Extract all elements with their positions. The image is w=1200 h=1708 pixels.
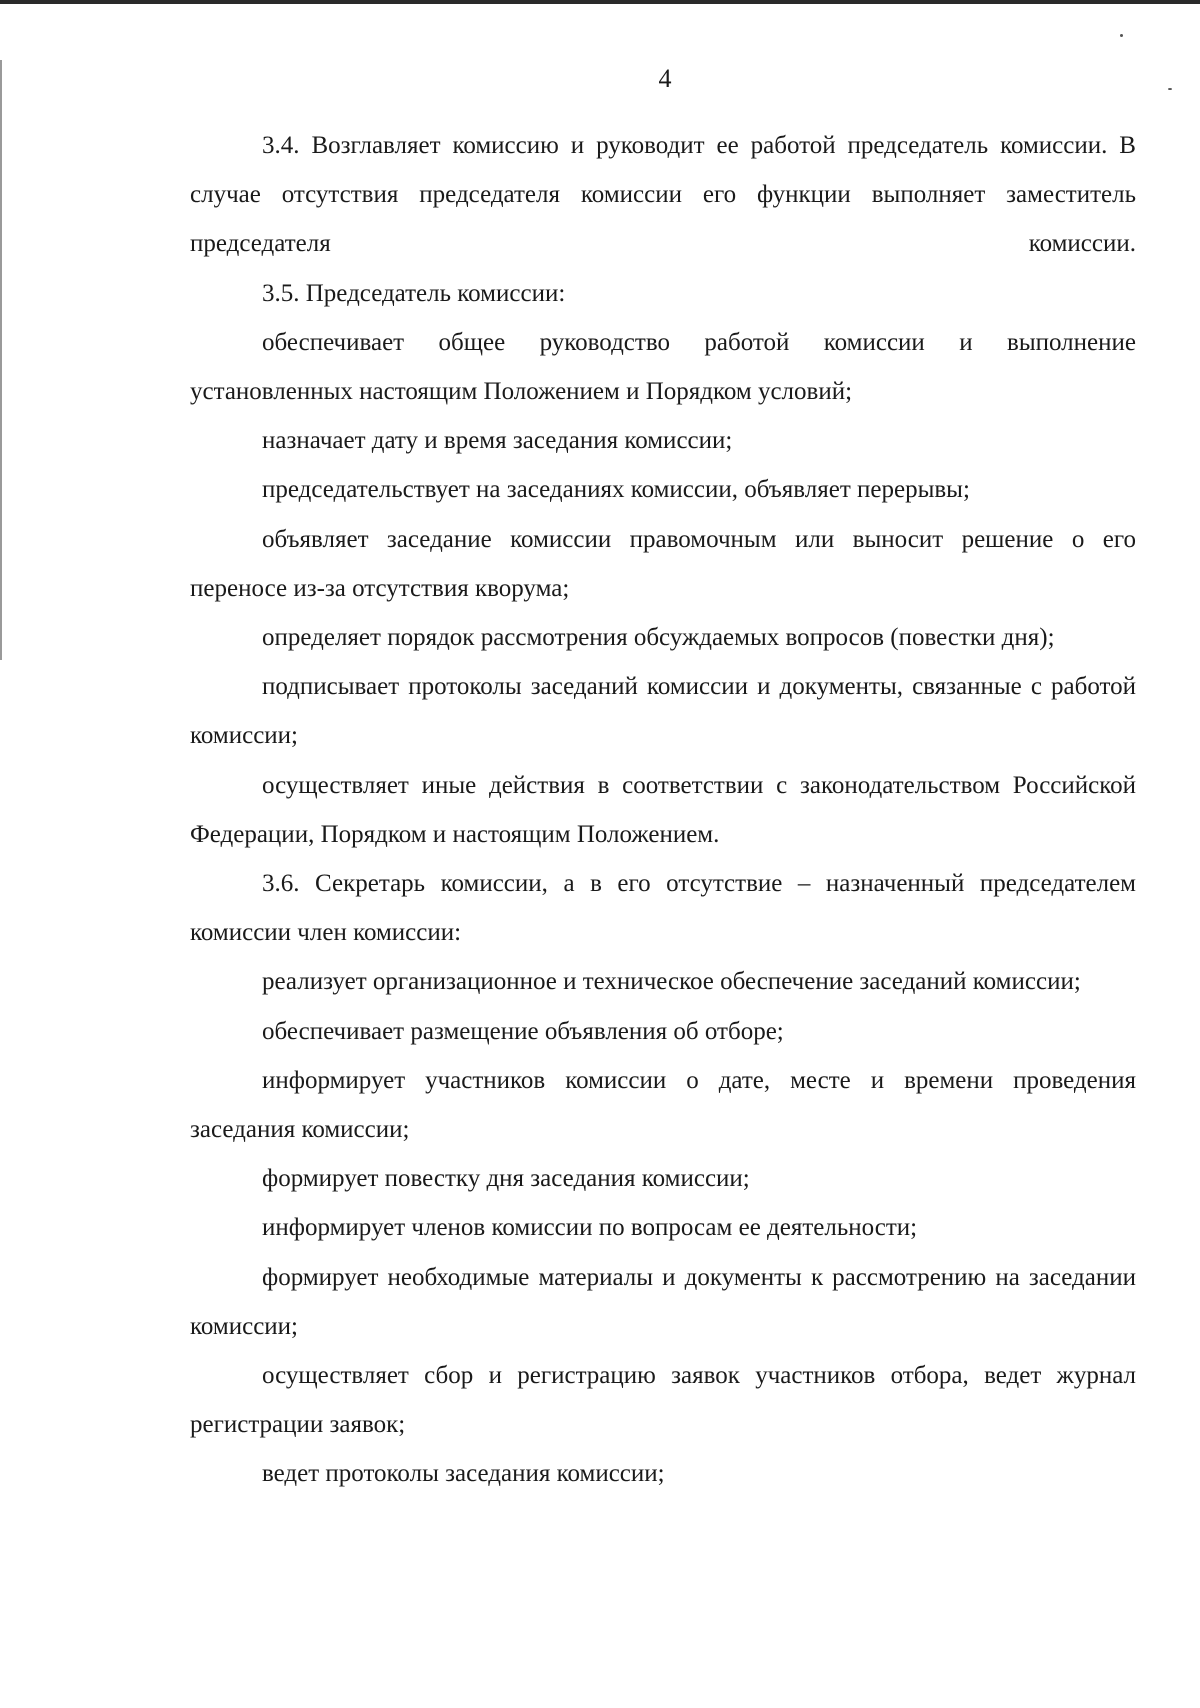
chairman-duty-preside: председательствует на заседаниях комиссии, объявляет перерывы; [262, 476, 970, 504]
document-body [190, 121, 1136, 1499]
page-number: 4 [658, 64, 672, 93]
chairman-duty-agenda-order: определяет порядок рассмотрения обсуждаемых вопросов (повестки дня); [262, 624, 1055, 652]
secretary-duty-inform-members: информирует членов комиссии по вопросам ее деятельности; [262, 1214, 918, 1242]
chairman-duty-set-date: назначает дату и время заседания комиссии; [262, 427, 733, 455]
scan-speck [1120, 34, 1123, 37]
secretary-duty-form-agenda: формирует повестку дня заседания комиссии; [262, 1165, 750, 1193]
chairman-duty-quorum: объявляет заседание комиссии правомочным или выносит решение о его переносе из-за отсутствия кворума; [190, 525, 1136, 602]
chairman-duty-sign-protocols: подписывает протоколы заседаний комиссии и документы, связанные с работой комиссии; [190, 673, 1136, 750]
scan-left-edge [0, 60, 2, 660]
secretary-duty-keep-protocols: ведет протоколы заседания комиссии; [262, 1460, 665, 1488]
chairman-duty-general-management: обеспечивает общее руководство работой комиссии и выполнение установленных настоящим Положением и Порядком условий; [190, 328, 1136, 406]
secretary-duty-publish-announcement: обеспечивает размещение объявления об отборе; [262, 1017, 784, 1045]
secretary-duty-inform-participants: информирует участников комиссии о дате, месте и времени проведения заседания комиссии; [190, 1066, 1136, 1144]
secretary-duty-register-applications: осуществляет сбор и регистрацию заявок участников отбора, ведет журнал регистрации заявок; [190, 1362, 1136, 1439]
paragraph-3-4: 3.4. Возглавляет комиссию и руководит ее работой председатель комиссии. В случае отсутствия председателя комиссии его функции выполняет заместитель председателя комиссии. [190, 132, 1136, 258]
chairman-duty-other-actions: осуществляет иные действия в соответствии с законодательством Российской Федерации, Порядком и настоящим Положением. [190, 771, 1136, 848]
paragraph-3-6-heading: 3.6. Секретарь комиссии, а в его отсутствие – назначенный председателем комиссии член комиссии: [190, 870, 1136, 947]
paragraph-3-5-heading: 3.5. Председатель комиссии: [262, 279, 566, 307]
secretary-duty-prepare-materials: формирует необходимые материалы и документы к рассмотрению на заседании комиссии; [190, 1263, 1136, 1340]
secretary-duty-organize-meetings: реализует организационное и техническое обеспечение заседаний комиссии; [262, 968, 1081, 996]
scan-top-edge [0, 0, 1200, 4]
